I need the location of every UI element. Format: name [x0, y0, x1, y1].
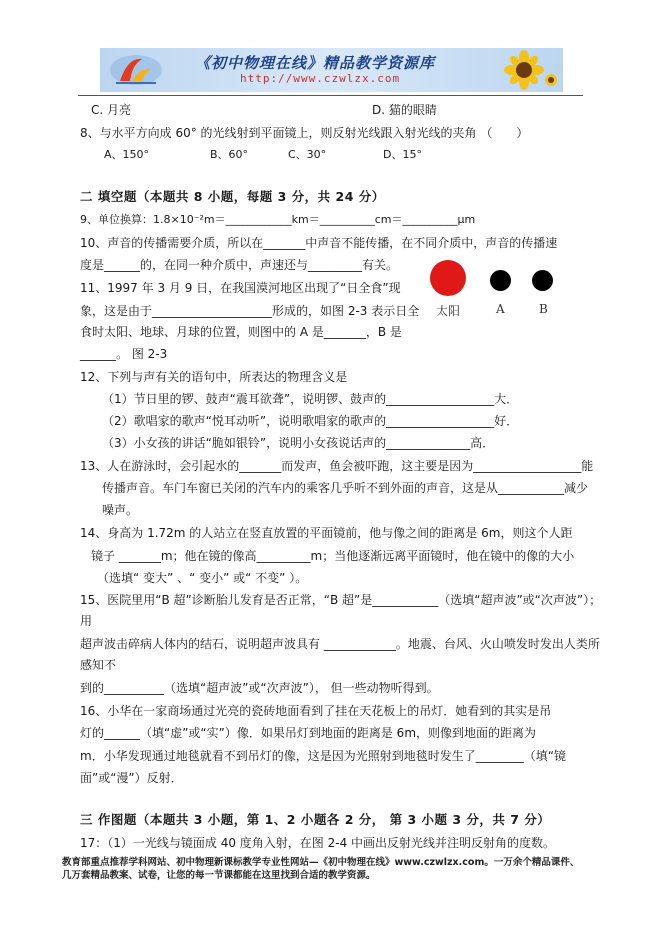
a-label: A — [496, 302, 505, 316]
q12-stem: 12、下列与声有关的语句中，所表达的物理含义是 — [80, 370, 348, 384]
q10-line1: 10、声音的传播需要介质，所以在_______中声音不能传播，在不同介质中，声音的传播速 — [80, 236, 558, 250]
q16-line3: m．小华发现通过地毯就看不到吊灯的像，这是因为光照射到地毯时发生了________（填“镜 — [80, 749, 566, 763]
q16-line2: 灯的______（填“虚”或“实”）像．如果吊灯到地面的距离是 6m，则像到地面的距离为 — [80, 726, 537, 740]
header-banner — [100, 48, 563, 92]
site-logo-icon — [106, 51, 166, 89]
q15-line2: 用 — [80, 614, 93, 628]
q14-line1: 14、身高为 1.72m 的人站立在竖直放置的平面镜前，他与像之间的距离是 6m，则这个人距 — [80, 526, 573, 540]
banner-url[interactable]: http://www.czwlzx.com — [240, 72, 401, 85]
q8-stem: 8、与水平方向成 60° 的光线射到平面镜上，则反射光线跟入射光线的夹角 （ ） — [80, 126, 529, 140]
figure-2-3 — [430, 258, 570, 320]
q15-line5: 到的__________（选填“超声波”或“次声波”）， 但一些动物听得到。 — [80, 681, 439, 695]
q16-line4: 面”或“漫”）反射． — [80, 771, 183, 785]
q12-item1: （1）节日里的锣、鼓声“震耳欲聋”，说明锣、鼓声的__________________大． — [102, 392, 519, 406]
q9-line: 9、单位换算：1.8×10⁻²m＝____________km＝__________cm＝__________μm — [80, 213, 476, 226]
q17-line: 17：（1）一光线与镜面成 40 度角入射，在图 2-4 中画出反射光线并注明反射角的度数。 — [80, 836, 556, 850]
q7-option-c: C. 月亮 — [91, 103, 132, 117]
q11-line3: 食时太阳、地球、月球的位置，则图中的 A 是_______，B 是 — [80, 325, 402, 339]
earth-circle — [490, 270, 511, 291]
q13-line1: 13、人在游泳时，会引起水的_______而发声，鱼会被吓跑，这主要是因为__________________能 — [80, 459, 594, 473]
q11-line2: 象，这是由于____________________形成的，如图 2-3 表示日全 — [80, 304, 420, 318]
banner-title: 《初中物理在线》精品教学资源库 — [195, 54, 436, 72]
q15-line1: 15、医院里用“B 超”诊断胎儿发育是否正常，“B 超”是___________（选填“超声波”或“次声波”）； — [80, 593, 602, 607]
q8-option-a: A、150° — [104, 148, 150, 161]
q12-item2: （2）歌唱家的歌声“悦耳动听”，说明歌唱家的歌声的__________________好． — [102, 414, 519, 428]
header-divider — [78, 95, 583, 96]
q11-line4: ______。 图 2-3 — [80, 347, 168, 361]
q15-line3: 超声波击碎病人体内的结石，说明超声波具有 ____________。地震、台风、火山喷发时发出人类所 — [80, 637, 600, 651]
q8-option-c: C、30° — [288, 148, 327, 161]
q14-line2: 镜子 _______m；他在镜的像高_________m；当他逐渐远离平面镜时，他在镜中的像的大小 — [91, 549, 575, 563]
q8-option-d: D、15° — [383, 148, 422, 161]
q13-line2: 传播声音。车门车窗已关闭的汽车内的乘客几乎听不到外面的声音，这是从___________减少 — [102, 481, 589, 495]
section3-heading: 三 作图题（本题共 3 小题，第 1、2 小题各 2 分， 第 3 小题 3 分，共 7 分） — [80, 812, 551, 827]
q13-line3: 噪声。 — [102, 503, 139, 517]
footer-line2: 几万套精品教案、试卷，让您的每一节课都能在这里找到合适的教学资源。 — [62, 870, 376, 881]
q16-line1: 16、小华在一家商场通过光亮的瓷砖地面看到了挂在天花板上的吊灯．她看到的其实是吊 — [80, 704, 552, 718]
sun-label: 太阳 — [436, 304, 461, 318]
q8-option-b: B、60° — [210, 148, 249, 161]
section2-heading: 二 填空题（本题共 8 小题，每题 3 分，共 24 分） — [80, 189, 385, 204]
q11-line1: 11、1997 年 3 月 9 日，在我国漠河地区出现了“日全食”现 — [80, 281, 401, 295]
sun-circle — [430, 260, 466, 296]
moon-circle — [532, 270, 553, 291]
q12-item3: （3）小女孩的讲话“脆如银铃”，说明小女孩说话声的______________高． — [102, 436, 495, 450]
q10-line2: 度是______的，在同一种介质中，声速还与_________有关。 — [80, 258, 399, 272]
q15-line4: 感知不 — [80, 658, 117, 672]
q7-option-d: D. 猫的眼睛 — [372, 103, 437, 117]
b-label: B — [539, 302, 548, 316]
q14-line3: （选填“ 变大” 、“ 变小” 或“ 不变” ）。 — [97, 571, 308, 585]
footer-line1: 教育部重点推荐学科网站、初中物理新课标教学专业性网站—《初中物理在线》www.czwlzx.com。一万余个精品课件、 — [62, 857, 580, 868]
sunflower-icon — [489, 50, 559, 90]
